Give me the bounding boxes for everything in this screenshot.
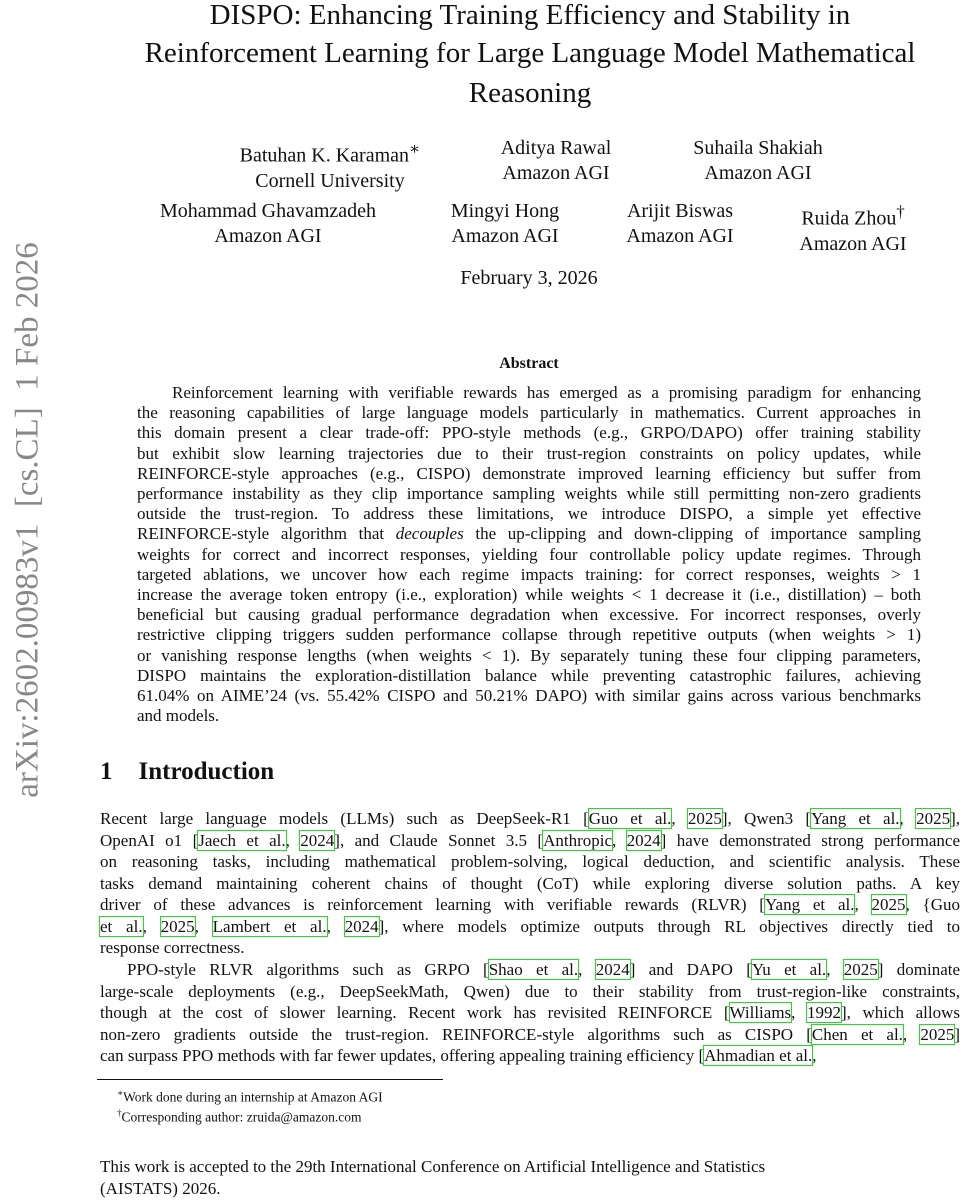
text-run: response correctness. bbox=[100, 938, 245, 957]
text-line bbox=[100, 809, 960, 829]
text-line bbox=[137, 423, 921, 443]
emphasis: decouples bbox=[395, 524, 464, 544]
text-run: beneficial but causing gradual performance degradation when excessive. For incorrect responses, overly bbox=[137, 605, 921, 625]
text-run: Reinforcement learning with verifiable rewards has emerged as a promising paradigm for enhancing bbox=[172, 383, 921, 402]
text-run: driver of these advances is reinforcement learning with verifiable rewards (RLVR) [ bbox=[100, 895, 765, 914]
footnote bbox=[117, 1088, 383, 1106]
text-run: non-zero gradients outside the trust-region. REINFORCE-style algorithms such as CISPO [ bbox=[100, 1024, 812, 1044]
citation-link[interactable]: 2024 bbox=[626, 830, 661, 850]
abstract-heading: Abstract bbox=[499, 355, 559, 372]
citation-link[interactable]: Shao et al. bbox=[488, 960, 579, 979]
text-line bbox=[137, 605, 921, 625]
section-heading-introduction bbox=[100, 758, 274, 786]
footnote bbox=[117, 1108, 362, 1126]
text-line bbox=[137, 686, 921, 706]
text-run: targeted ablations, we uncover how each regime impacts training: for correct responses, weights > 1 bbox=[137, 564, 921, 584]
text-run: , bbox=[826, 960, 844, 979]
text-run: large-scale deployments (e.g., DeepSeekMath, Qwen) due to their stability from trust-region-like constraints, bbox=[100, 981, 960, 1001]
text-line bbox=[137, 625, 921, 645]
text-run: and models. bbox=[137, 706, 220, 726]
author-affiliation: Amazon AGI bbox=[626, 225, 734, 247]
text-line bbox=[137, 464, 921, 484]
text-run: , bbox=[194, 916, 213, 936]
author-mark: † bbox=[896, 202, 905, 221]
author-name: Batuhan K. Karaman bbox=[239, 144, 410, 167]
citation-link[interactable]: Anthropic bbox=[543, 830, 612, 850]
text-run: , bbox=[899, 809, 917, 828]
title-line: Reasoning bbox=[468, 77, 592, 109]
text-run: on reasoning tasks, including mathematical problem-solving, logical deduction, and scientific analysis. These bbox=[100, 852, 960, 871]
text-run: the reasoning capabilities of large language models particularly in mathematics. Current approaches in bbox=[137, 403, 921, 423]
citation-link[interactable]: Ahmadian et al. bbox=[704, 1046, 813, 1065]
citation-link[interactable]: Lambert et al. bbox=[212, 916, 327, 936]
text-run: or vanishing response lengths (when weights < 1). By separately tuning these four clipping parameters, bbox=[137, 645, 921, 665]
text-line bbox=[137, 585, 921, 605]
text-line bbox=[100, 852, 960, 872]
acceptance-note: This work is accepted to the 29th International Conference on Artificial Intelligence and Statistics bbox=[100, 1157, 766, 1176]
citation-link[interactable]: Williams bbox=[729, 1003, 792, 1022]
author-affiliation: Amazon AGI bbox=[214, 225, 322, 247]
text-line bbox=[137, 666, 921, 686]
citation-link[interactable]: Chen et al. bbox=[811, 1024, 903, 1044]
citation-link[interactable]: 1992 bbox=[807, 1003, 842, 1022]
citation-link[interactable]: 2025 bbox=[916, 809, 951, 828]
text-line bbox=[100, 831, 960, 851]
text-run: Recent large language models (LLMs) such as DeepSeek-R1 [ bbox=[100, 809, 589, 828]
text-line bbox=[100, 1003, 960, 1023]
text-line bbox=[137, 545, 921, 565]
author-name: Ruida Zhou bbox=[801, 207, 897, 230]
citation-link[interactable]: 2024 bbox=[344, 916, 379, 936]
text-run: , bbox=[812, 1046, 817, 1065]
text-run: , bbox=[612, 830, 627, 850]
text-run: ], and Claude Sonnet 3.5 [ bbox=[334, 830, 544, 850]
text-run: , bbox=[142, 916, 161, 936]
citation-link[interactable]: Yang et al. bbox=[811, 809, 900, 828]
citation-link[interactable]: 2024 bbox=[595, 960, 630, 979]
citation-link[interactable]: Yang et al. bbox=[764, 895, 855, 914]
text-line bbox=[137, 706, 921, 726]
text-run: , bbox=[902, 1024, 921, 1044]
citation-link[interactable]: Jaech et al. bbox=[198, 830, 286, 850]
text-line bbox=[100, 938, 960, 958]
acceptance-note: (AISTATS) 2026. bbox=[100, 1179, 221, 1198]
text-line bbox=[127, 960, 960, 980]
author-name: Arijit Biswas bbox=[626, 200, 734, 222]
author-name: Aditya Rawal bbox=[500, 137, 612, 159]
text-run: weights for correct and incorrect responses, yielding four controllable policy update regimes. Through bbox=[137, 544, 921, 564]
footnote-mark: ∗ bbox=[117, 1088, 124, 1098]
text-run: REINFORCE-style approaches (e.g., CISPO) demonstrate improved learning efficiency but suffer from bbox=[137, 463, 921, 483]
citation-link[interactable]: Yu et al. bbox=[751, 960, 827, 979]
text-run: , bbox=[671, 809, 688, 828]
text-run: DISPO maintains the exploration-distillation balance while preventing catastrophic failures, achieving bbox=[137, 665, 921, 685]
paper-date: February 3, 2026 bbox=[460, 267, 598, 289]
text-run: ] dominate bbox=[877, 960, 961, 979]
author bbox=[608, 136, 908, 186]
footnote-text: Work done during an internship at Amazon AGI bbox=[123, 1089, 383, 1105]
author-name: Suhaila Shakiah bbox=[693, 137, 823, 159]
text-run: , bbox=[578, 960, 596, 979]
text-run: performance instability as they clip importance sampling weights while still permitting non-zero gradients bbox=[137, 484, 921, 503]
text-run: increase the average token entropy (i.e., exploration) while weights < 1 decrease it (i.e., distillation) – both bbox=[137, 585, 921, 604]
text-line bbox=[137, 524, 921, 544]
text-line bbox=[137, 646, 921, 666]
author-affiliation: Amazon AGI bbox=[799, 232, 907, 255]
text-run: , bbox=[791, 1003, 808, 1022]
text-line bbox=[100, 895, 960, 915]
text-run: ], Qwen3 [ bbox=[721, 809, 812, 828]
citation-link[interactable]: 2025 bbox=[843, 960, 878, 979]
text-line bbox=[100, 1025, 960, 1045]
text-line bbox=[100, 917, 960, 937]
citation-link[interactable]: 2025 bbox=[920, 1024, 955, 1044]
author-affiliation: Amazon AGI bbox=[704, 162, 812, 184]
text-run: restrictive clipping triggers sudden performance collapse through repetitive outputs (when weights > 1) bbox=[137, 625, 921, 645]
author-affiliation: Cornell University bbox=[255, 169, 405, 192]
text-run: , bbox=[285, 830, 301, 850]
text-line bbox=[137, 444, 921, 464]
footnote-mark: † bbox=[117, 1108, 122, 1118]
author-name: Mohammad Ghavamzadeh bbox=[159, 200, 377, 222]
citation-link[interactable]: 2024 bbox=[300, 830, 335, 850]
text-line bbox=[100, 1046, 960, 1066]
text-run: the up-clipping and down-clipping of importance sampling bbox=[463, 524, 921, 544]
citation-link[interactable]: 2025 bbox=[687, 809, 722, 828]
title-line: Reinforcement Learning for Large Language Model Mathematical bbox=[144, 37, 916, 69]
author-name: Mingyi Hong bbox=[450, 200, 560, 222]
footnote-text: Corresponding author: zruida@amazon.com bbox=[121, 1109, 362, 1125]
text-run: ] and DAPO [ bbox=[629, 960, 752, 979]
citation-link[interactable]: 2025 bbox=[160, 916, 195, 936]
text-run: PPO-style RLVR algorithms such as GRPO [ bbox=[127, 960, 489, 979]
text-run: ], bbox=[950, 809, 960, 828]
text-run: , bbox=[326, 916, 345, 936]
footnote-rule bbox=[97, 1079, 443, 1080]
citation-link[interactable]: Guo et al. bbox=[588, 809, 672, 828]
text-run: ], where models optimize outputs through RL objectives directly tied to bbox=[378, 916, 961, 936]
text-run: , {Guo bbox=[905, 895, 960, 914]
text-run: this domain present a clear trade-off: PPO-style methods (e.g., GRPO/DAPO) offer training stability bbox=[137, 423, 921, 443]
section-title: Introduction bbox=[138, 758, 275, 785]
citation-link[interactable]: 2025 bbox=[871, 895, 906, 914]
text-run: but exhibit slow learning trajectories due to their trust-region constraints on policy updates, while bbox=[137, 443, 921, 463]
text-run: ], which allows bbox=[841, 1003, 961, 1022]
text-line bbox=[137, 565, 921, 585]
text-run: ] bbox=[954, 1024, 961, 1044]
text-line bbox=[137, 484, 921, 504]
text-run: 61.04% on AIME’24 (vs. 55.42% CISPO and 50.21% DAPO) with similar gains across various benchmarks bbox=[137, 686, 921, 705]
text-run: ] have demonstrated strong performance bbox=[660, 830, 961, 850]
text-run: though at the cost of slower learning. Recent work has revisited REINFORCE [ bbox=[100, 1003, 730, 1022]
title-line: DISPO: Enhancing Training Efficiency and Stability in bbox=[209, 0, 851, 31]
author-mark: ∗ bbox=[409, 139, 421, 158]
text-run: tasks demand maintaining coherent chains of thought (CoT) while exploring diverse solution paths. A key bbox=[100, 873, 960, 893]
author bbox=[703, 199, 962, 257]
text-run: can surpass PPO methods with far fewer updates, offering appealing training efficiency [ bbox=[100, 1046, 705, 1065]
author-affiliation: Amazon AGI bbox=[451, 225, 559, 247]
text-line bbox=[172, 383, 921, 403]
text-run: OpenAI o1 [ bbox=[100, 830, 199, 850]
section-number: 1 bbox=[100, 758, 113, 785]
text-run: outside the trust-region. To address these limitations, we introduce DISPO, a simple yet effective bbox=[137, 504, 921, 524]
author-affiliation: Amazon AGI bbox=[502, 162, 610, 184]
text-line bbox=[100, 982, 960, 1002]
text-line bbox=[137, 504, 921, 524]
text-run: , bbox=[854, 895, 872, 914]
text-line bbox=[100, 874, 960, 894]
text-run: REINFORCE-style algorithm that bbox=[137, 524, 396, 544]
arxiv-stamp: arXiv:2602.00983v1 [cs.CL] 1 Feb 2026 bbox=[9, 242, 46, 798]
citation-link[interactable]: et al. bbox=[100, 916, 143, 936]
text-line bbox=[137, 403, 921, 423]
